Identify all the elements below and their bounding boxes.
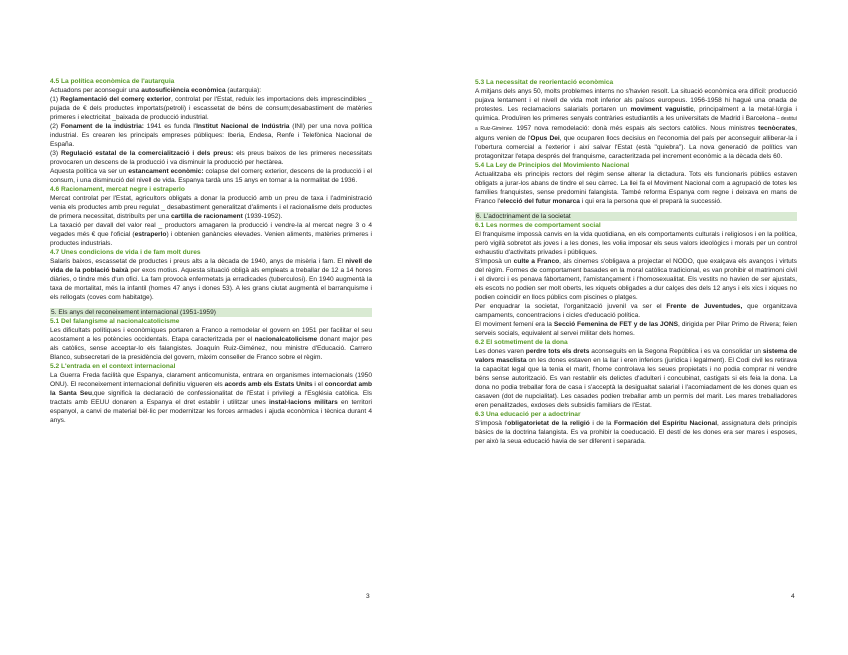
page-number: 3 [366,593,370,600]
text-run: els preus baixos de les primeres necessitats provocaren un descens de la producció i va disminuir la producció per hectàrea. [50,150,373,166]
heading-5-3: 5.3 La necessitat de reorientació econòmica [475,79,614,86]
paragraph [475,302,797,320]
text-run: colapse del comerç exterior, descens de la producció i el consum, i una disminució del nivell de vida. Espanya tardà uns 15 anys en tornar a la normalitat de 1936. [50,168,372,184]
bold-text: Opus Dei [530,135,560,142]
text-run: ,que significà la declaració de confessionalitat de l'Estat i privilegi a l'Església catòlica. Els tractats amb EEUU donaren a Espanya el dret establir i utilitzar unes [50,390,372,406]
text-run: S'imposà un [475,258,514,265]
paragraph [475,347,797,410]
text-run: (3) [50,150,61,157]
text-run: Actualitzaba els principis rectors del règim sense alterar la dictadura. Tots els funcionaris públics estaven obligats a jurar-los abans de tindre el seu càrrec. La llei fa el Moviment Nacional com a agrupació de totes les famílies franquistes, sense predomini falangista. També reforma Espanya com regne i deixava en mans de Franco l' [475,171,797,205]
text-run: i de la [589,420,615,427]
section-5-title: 5. Els anys del reconeixement internacional (1951-1959) [50,308,372,317]
text-run: Mercat controlat per l'Estat, agricultors obligats a donar la producció amb un preu de taxa i l'administració venia els productes amb preu regulat _ desabastiment generalitzat d'aliments i el racionalisme dels productes de primera necessitat, distribuïts per una [50,195,372,220]
paragraph [50,167,372,185]
section-6-title: 6. L'adoctrinament de la societat [475,212,797,221]
bold-text: estancament econòmic: [128,168,204,175]
heading-5-1: 5.1 Del falangisme al nacionalcatolicisme [50,318,180,325]
text-run: Les dificultats polítiques i econòmiques portaren a Franco a remodelar el govern en 1951 per facilitar el seu acostament a les potències occidentals. Etapa caracteritzada per el [50,327,372,343]
paragraph [50,257,372,302]
text-run: (INI) per una nova política industrial. Es crearen les principals empreses públiques: Iberia, Endesa, Renfe i Telefònica Nacional de España. [50,123,373,148]
text-run: per exos motius. Aquesta situació obligà als empleats a treballar de 12 a 14 hores diàries, o tindre més d'un ofici. La fam provocà enfermetats ja erradicades (tuberculosi). En 1940 augmentà la taxa de mortalitat, més la infantil (homes 47 anys i dones 53). A les grans ciutat augmentà el barranquisme i els rellogats (coves com habitatge). [50,267,372,301]
paragraph [50,149,372,167]
paragraph [475,230,797,257]
bold-text: Reglamentació del comerç exterior [60,96,171,103]
text-run: , assignatura dels principis bàsics de la doctrina falangista. Es va prohibir la coeducació. El destí de les dones era ser mares i esposes, per això la seua educació havia de ser diferent i separada. [475,420,798,445]
bold-text: Regulació estatal de la comercialització i dels preus: [60,150,234,157]
bold-text: perdre tots els drets [525,348,590,355]
bold-text: cartilla de racionament [170,213,243,220]
paragraph [475,257,797,302]
paragraph [50,95,372,122]
bold-text: Institut Nacional de Indústria [196,123,290,130]
text-run: A mitjans dels anys 50, molts problemes interns no s'havien resolt. La situació econòmica era difícil: producció pujava lentament i el nivell de vida molt inferior als països europeus. 1956-1958 hi hagué una onada de protestes. Les reclamacions salarials portaren un [475,88,797,113]
heading-6-2: 6.2 El sotmetiment de la dona [475,339,568,346]
bold-text: estraperlo [134,231,167,238]
paragraph [475,320,797,338]
heading-6-3: 6.3 Una educació per a adoctrinar [475,411,581,418]
text-run: La Guerra Freda facilità que Espanya, clarament anticomunista, entrara en organismes internacionals (1950 ONU). El reconeixement internacional definitiu vigueren els [50,372,372,388]
paragraph [50,194,372,221]
heading-4-6: 4.6 Racionament, mercat negre i estraperlo [50,186,185,193]
bold-text: Fonament de la indústria: [60,123,144,130]
right-page-column [475,78,797,446]
bold-text: acords amb els Estats Units [224,381,313,388]
bold-text: elecció del futur monarca [500,198,580,205]
page-number: 4 [791,593,795,600]
text-run: , principalment a la metal·lúrgia i química. Produïren les primeres senyals contràries estudiantils a les universitats de Madrid i Barcelona [475,106,798,122]
small-note: – destituí a Ruiz-Giménez. [475,116,797,132]
text-run: Per enquadrar la societat, l'organització juvenil va ser el [475,303,667,310]
bold-text: Formación del Espíritu Nacional [614,420,718,427]
paragraph [50,86,372,95]
text-run: ) i obtenien ganàncies elevades. Venien aliments, matèries primeres i productes industrials. [50,231,372,247]
text-run: Actuadons per aconseguir una [50,87,142,94]
paragraph [50,371,372,425]
text-run: aconseguits en la Segona República i es va consolidar un [589,348,763,355]
heading-5-4: 5.4 La Ley de Principios del Movimiento Nacional [475,162,630,169]
text-run: Aquesta política va ser un [50,168,129,175]
text-run: (1) [50,96,61,103]
text-run: , controlat per l'Estat, reduix les importacions dels imprescindibles _ pujada de € dels productes importats(petroli) i escassetat de béns de consum;desabastiment de matèries primeres i electricitat _baixada de producció industrial. [50,96,372,121]
bold-text: moviment vaguistic [630,106,694,113]
bold-text: sistema de valors masclista [475,348,797,364]
text-run: en territori espanyol, a canvi de material bèl·lic per modernitzar les forces armades i ajuda econòmica i tècnica durant 4 anys. [50,399,372,424]
bold-text: Frente de Juventudes, [666,303,743,310]
text-run: , que ocuparen llocs decisius en l'economia del país per aconseguir alliberar-la i l'obertura comercial a l'exterior i així salvar l'Estat (està "quiebra"). La nova generació de polítics van protagonitzar l'etapa després del franquisme, caracteritzada pel increment econòmic a la dècada dels 60. [475,135,797,160]
text-run: S'imposà l' [475,420,508,427]
paragraph [50,221,372,248]
text-run: Salaris baixos, escassetat de productes i preus alts a la dècada de 1940, anys de misèria i fam. El [50,258,346,265]
text-run: i el [312,381,325,388]
text-run: 1941 es funda l' [144,123,197,130]
heading-6-1: 6.1 Les normes de comportament social [475,222,601,229]
bold-text: culte a Franco [513,258,560,265]
bold-text: Secció Femenina de FET y de las JONS [553,321,678,328]
text-run: El moviment femení era la [475,321,554,328]
text-run: 1957 nova remodelació: donà més espais als sectors catòlics. Nous ministres [513,125,759,132]
paragraph [475,419,797,446]
paragraph [475,87,797,161]
text-run: (1939-1952). [242,213,283,220]
bold-text: nivell de vida de la població baixà [50,258,372,274]
text-run: donant major pes als catòlics, sense acceptar-lo els falangistes. Joaquín Ruiz-Giménez, nou ministre d'Educació. Carrero Blanco, subsecretari de la presidència del govern, màxim conseller de Franco sobre el règim. [50,336,372,361]
text-run: El franquisme impossà canvis en la vida quotidiana, en els comportaments culturals i religiosos i en la política, però vigilà sobretot als joves i a les dones, les volia imposar els seus valors ideològics i morals per un control exhaustiu d'activitats privades i públiques. [475,231,797,256]
heading-5-2: 5.2 L'entrada en el context internacional [50,363,176,370]
text-run: (autarquia): [225,87,262,94]
bold-text: instal·lacions militars [268,399,338,406]
heading-4-7: 4.7 Unes condicions de vida i de fam molt dures [50,249,201,256]
text-run: i qui era la persona que el preparà la successió. [579,198,722,205]
text-run: on les dones estaven en la llar i eren inferiors (jurídica i legalment). El Codi civil les retirava la capacitat legal que la tenia el marit, l'home controlava les seues propietats i no podia comprar ni vendre béns sense autorització. Es van restablir els delictes d'adulteri i concubinat, castigats si els feia la dona. La dona no podia treballar fora de casa i s'acceptà la desigualtat salarial i l'acomiadament de les dones quan es casaven (dot de nupcialitat). Les casades podien treballar amb un permís del marit. Les mares treballadores eren penalitzades, exdoses dels subsidis familiars de l'Estat. [475,357,797,409]
text-run: , dirigida per Pilar Primo de Rivera; feien serveis socials, equivalent al servei militar dels homes. [475,321,797,337]
heading-4-5: 4.5 La política econòmica de l'autarquia [50,78,175,85]
paragraph [50,326,372,362]
text-run: que organitzava campaments, concentracions i cicles d'educació política. [475,303,797,319]
text-run: , als cinemes s'obligava a projectar el NODO, que exalçava els avanços i virtuts del règim. Formes de comportament basades en la moral catòlica tradicional, es van prohibir el matrimoni civil i el divorci i es penava fàbortament, l'amistançament i l'homosexualitat. Els vestits no havien de ser ajustats, els escots no podien ser molt oberts, les xiquets obligades a dur calçes des dels 12 anys i els xics i xiques no podien coincidir en llocs públics com piscines o platges. [475,258,797,301]
text-run: , alguns venien de l' [475,125,797,142]
paragraph [50,122,372,149]
text-run: La taxació per davall del valor real _ productors amagaren la producció i vendre-la al mercat negre 3 o 4 vegades més € que l'oficial ( [50,222,372,238]
bold-text: obligatorietat de la religió [507,420,590,427]
left-page-column [50,77,372,425]
bold-text: concordat amb la Santa Seu [50,381,372,397]
paragraph [475,170,797,206]
bold-text: tecnòcrates [758,125,796,132]
text-run: (2) [50,123,61,130]
bold-text: autosuficiència econòmica [141,87,226,94]
bold-text: nacionalcatolicisme [254,336,318,343]
text-run: Les dones varen [475,348,526,355]
